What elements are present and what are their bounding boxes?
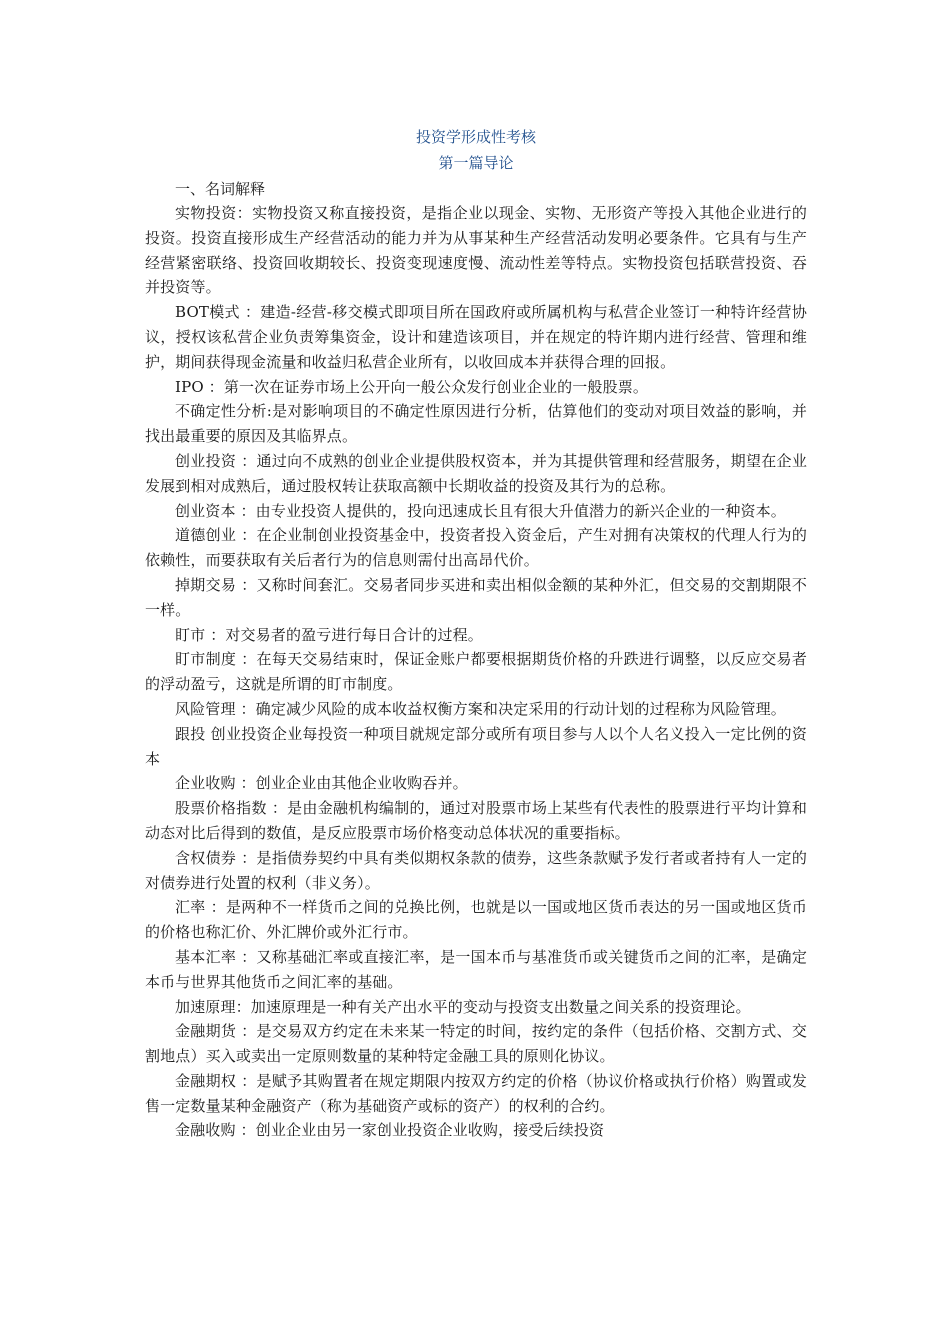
definition-paragraph: 金融收购 ：创业企业由另一家创业投资企业收购，接受后续投资 — [175, 1121, 605, 1140]
definition-paragraph: 创业资本 ：由专业投资人提供的，投向迅速成长且有很大升值潜力的新兴企业的一种资本。 — [175, 501, 786, 520]
definition-paragraph: 汇率 ：是两种不一样货币之间的兑换比例，也就是以一国或地区货币表达的另一国或地区货币的价格也称汇价、外汇牌价或外汇行市。 — [145, 898, 807, 942]
definition-paragraph: 加速原理：加速原理是一种有关产出水平的变动与投资支出数量之间关系的投资理论。 — [175, 997, 751, 1016]
definition-paragraph: IPO ：第一次在证券市场上公开向一般公众发行创业企业的一般股票。 — [175, 377, 649, 396]
definition-paragraph: 跟投 创业投资企业每投资一种项目就规定部分或所有项目参与人以个人名义投入一定比例的资本 — [145, 724, 807, 768]
definition-paragraph: 不确定性分析:是对影响项目的不确定性原因进行分析，估算他们的变动对项目效益的影响，并找出最重要的原因及其临界点。 — [145, 402, 807, 446]
definition-paragraph: 风险管理 ：确定减少风险的成本收益权衡方案和决定采用的行动计划的过程称为风险管理。 — [175, 699, 786, 718]
definition-paragraph: 基本汇率 ：又称基础汇率或直接汇率，是一国本币与基准货币或关键货币之间的汇率，是确定本币与世界其他货币之间汇率的基础。 — [145, 947, 807, 991]
document-subtitle: 第一篇导论 — [438, 154, 514, 172]
definition-paragraph: 企业收购 ：创业企业由其他企业收购吞并。 — [175, 774, 468, 793]
document-title: 投资学形成性考核 — [415, 128, 536, 146]
definition-paragraph: 金融期货 ：是交易双方约定在未来某一特定的时间，按约定的条件（包括价格、交割方式、交割地点）买入或卖出一定原则数量的某种特定金融工具的原则化协议。 — [145, 1022, 807, 1066]
definition-paragraph: 含权债券 ：是指债券契约中具有类似期权条款的债券，这些条款赋予发行者或者持有人一定的对债券进行处置的权利（非义务）。 — [145, 848, 807, 892]
definition-paragraph: 股票价格指数 ：是由金融机构编制的，通过对股票市场上某些有代表性的股票进行平均计算和动态对比后得到的数值，是反应股票市场价格变动总体状况的重要指标。 — [145, 799, 807, 842]
section-heading: 一、名词解释 — [175, 180, 266, 198]
definition-paragraph: 道德创业 ：在企业制创业投资基金中，投资者投入资金后，产生对拥有决策权的代理人行为的依赖性，而要获取有关后者行为的信息则需付出高昂代价。 — [145, 526, 807, 570]
definition-paragraph: 创业投资 ：通过向不成熟的创业企业提供股权资本，并为其提供管理和经营服务，期望在企业发展到相对成熟后，通过股权转让获取高额中长期收益的投资及其行为的总称。 — [145, 451, 807, 495]
definition-paragraph: 掉期交易 ：又称时间套汇。交易者同步买进和卖出相似金额的某种外汇，但交易的交割期限不一样。 — [145, 575, 807, 619]
definition-paragraph: BOT模式 ：建造-经营-移交模式即项目所在国政府或所属机构与私营企业签订一种特许经营协议，授权该私营企业负责筹集资金，设计和建造该项目，并在规定的特许期内进行经营、管理和维护，期间获得现金流量和收益归私营企业所有，以收回成本并获得合理的回报。 — [145, 303, 807, 371]
definition-paragraph: 金融期权 ：是赋予其购置者在规定期限内按双方约定的价格（协议价格或执行价格）购置或发售一定数量某种金融资产（称为基础资产或标的资产）的权利的合约。 — [145, 1071, 807, 1115]
document-page — [145, 126, 807, 1143]
definition-paragraph: 盯市 ：对交易者的盈亏进行每日合计的过程。 — [175, 625, 483, 644]
definition-paragraph: 盯市制度 ：在每天交易结束时，保证金账户都要根据期货价格的升跌进行调整，以反应交易者的浮动盈亏，这就是所谓的盯市制度。 — [145, 650, 807, 694]
definition-list — [145, 201, 807, 1143]
definition-paragraph: 实物投资：实物投资又称直接投资，是指企业以现金、实物、无形资产等投入其他企业进行的投资。投资直接形成生产经营活动的能力并为从事某种生产经营活动发明必要条件。它具有与生产经营紧密联络、投资回收期较长、投资变现速度慢、流动性差等特点。实物投资包括联营投资、吞并投资等。 — [145, 204, 807, 297]
